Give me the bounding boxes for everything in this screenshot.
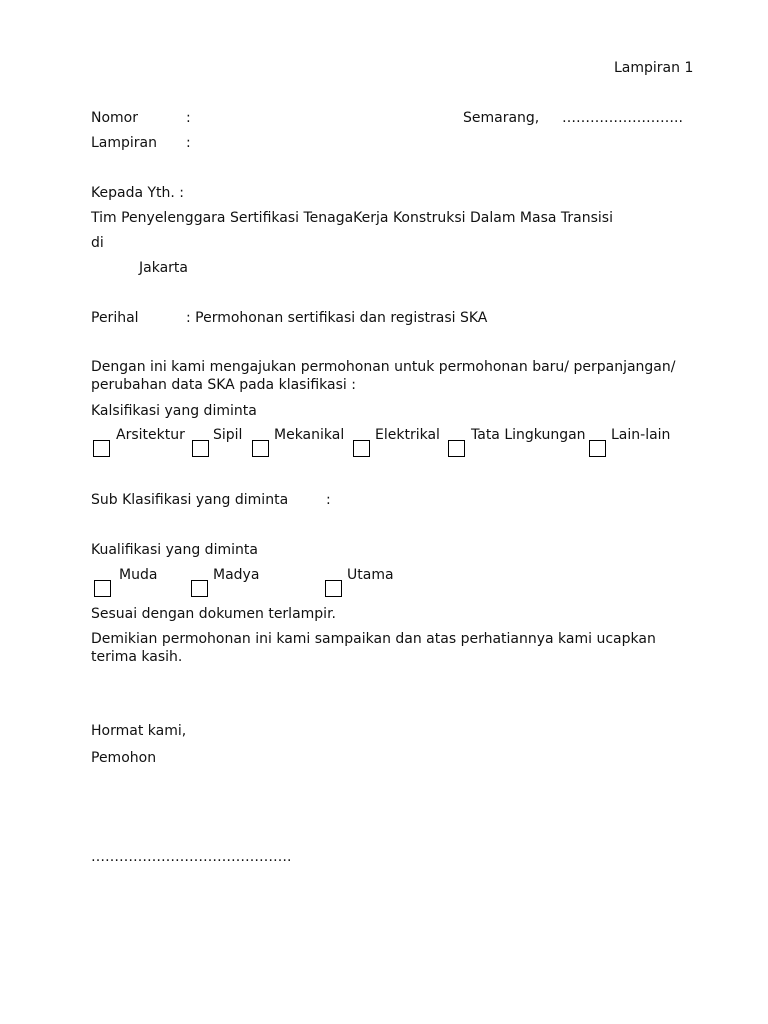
option-muda-label: Muda xyxy=(119,567,158,583)
classification-title: Kalsifikasi yang diminta xyxy=(91,403,257,419)
option-tata-lingkungan-label: Tata Lingkungan xyxy=(471,427,586,443)
nomor-label: Nomor xyxy=(91,110,138,126)
recipient-city: Jakarta xyxy=(139,260,188,276)
nomor-colon: : xyxy=(186,110,191,126)
signoff-regards: Hormat kami, xyxy=(91,723,187,739)
recipient-name: Tim Penyelenggara Sertifikasi TenagaKerja Konstruksi Dalam Masa Transisi xyxy=(91,210,613,226)
closing-paragraph: Demikian permohonan ini kami sampaikan dan atas perhatiannya kami ucapkan terima kasih. xyxy=(91,631,656,665)
recipient-salutation: Kepada Yth. : xyxy=(91,185,185,201)
checkbox-lain-lain[interactable] xyxy=(589,440,606,457)
checkbox-utama[interactable] xyxy=(325,580,342,597)
city-date: Semarang, xyxy=(463,110,540,126)
intro-paragraph: Dengan ini kami mengajukan permohonan untuk permohonan baru/ perpanjangan/ perubahan data SKA pada klasifikasi : xyxy=(91,359,676,393)
lampiran-label: Lampiran xyxy=(91,135,158,151)
subject-label: Perihal xyxy=(91,310,139,326)
qualification-title: Kualifikasi yang diminta xyxy=(91,542,258,558)
option-mekanikal-label: Mekanikal xyxy=(274,427,345,443)
option-madya-label: Madya xyxy=(213,567,260,583)
checkbox-madya[interactable] xyxy=(191,580,208,597)
attachment-label: Lampiran 1 xyxy=(614,60,694,76)
checkbox-sipil[interactable] xyxy=(192,440,209,457)
option-utama-label: Utama xyxy=(347,567,394,583)
option-sipil-label: Sipil xyxy=(213,427,243,443)
subject-value: : Permohonan sertifikasi dan registrasi SKA xyxy=(186,310,488,326)
option-arsitektur-label: Arsitektur xyxy=(116,427,185,443)
checkbox-arsitektur[interactable] xyxy=(93,440,110,457)
sub-classification-colon: : xyxy=(326,492,331,508)
per-documents: Sesuai dengan dokumen terlampir. xyxy=(91,606,336,622)
checkbox-mekanikal[interactable] xyxy=(252,440,269,457)
checkbox-elektrikal[interactable] xyxy=(353,440,370,457)
sub-classification-label: Sub Klasifikasi yang diminta xyxy=(91,492,289,508)
date-dots: …………………….. xyxy=(562,110,683,126)
signoff-role: Pemohon xyxy=(91,750,157,766)
option-elektrikal-label: Elektrikal xyxy=(375,427,440,443)
signature-line: ……………………………………. xyxy=(91,849,292,865)
lampiran-colon: : xyxy=(186,135,191,151)
recipient-di: di xyxy=(91,235,104,251)
option-lain-lain-label: Lain-lain xyxy=(611,427,671,443)
checkbox-tata-lingkungan[interactable] xyxy=(448,440,465,457)
checkbox-muda[interactable] xyxy=(94,580,111,597)
